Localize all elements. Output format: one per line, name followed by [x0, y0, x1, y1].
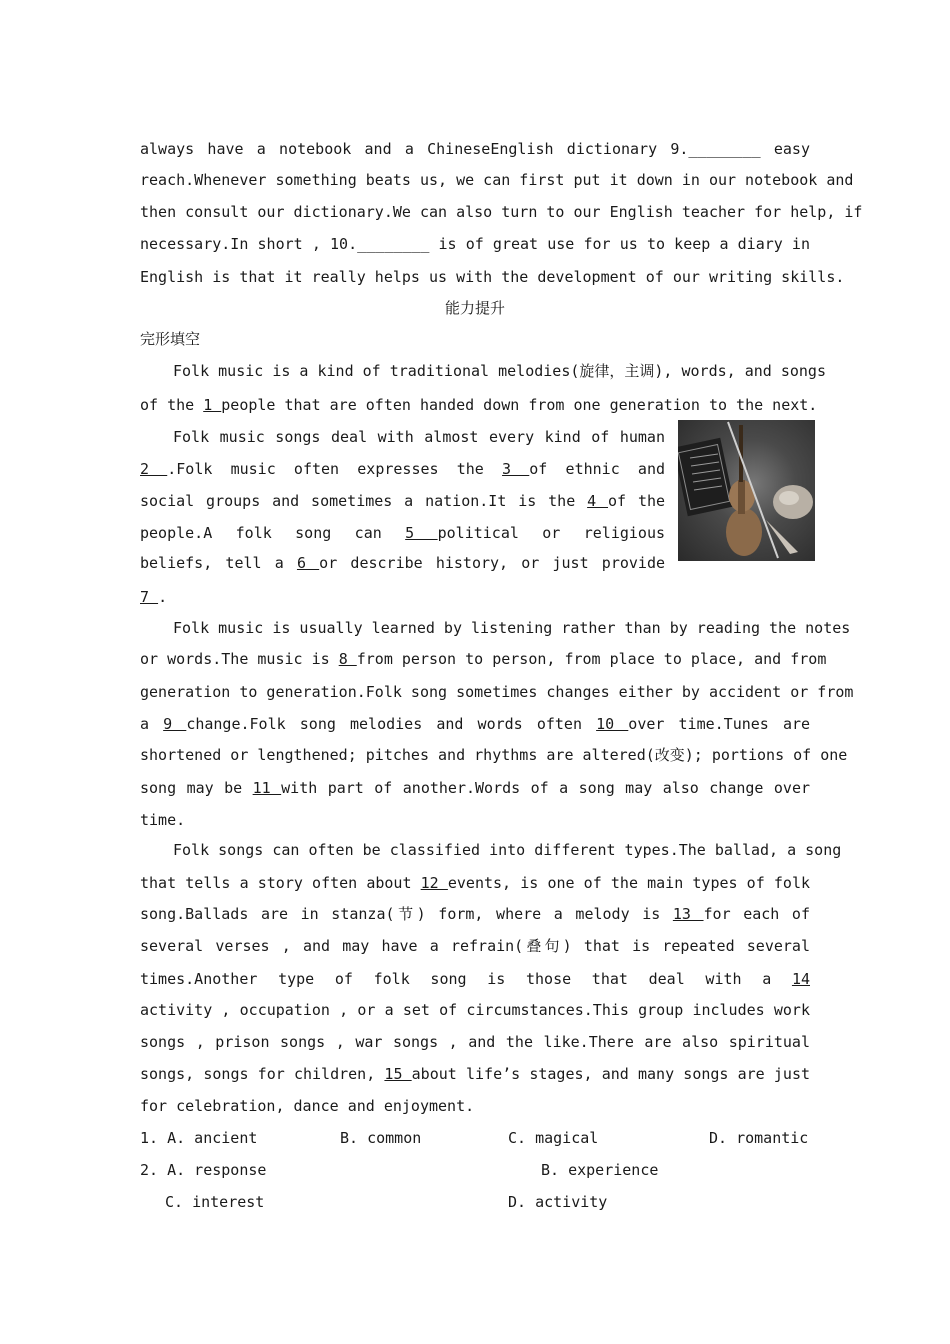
- p3-line-5: shortened or lengthened; pitches and rhythms are altered(改变); portions of one: [140, 746, 848, 764]
- blank-14[interactable]: 14: [791, 970, 810, 988]
- p3-line-4: a 9 change.Folk song melodies and words often 10 over time.Tunes are: [140, 715, 811, 733]
- blank-2[interactable]: 2: [140, 460, 168, 478]
- intro-line-5: English is that it really helps us with the development of our writing skills.: [140, 268, 845, 286]
- blank-12[interactable]: 12: [420, 874, 448, 892]
- p4-line-4: several verses , and may have a refrain(叠句) that is repeated several: [140, 937, 810, 955]
- q1-option-c[interactable]: C. magical: [508, 1129, 599, 1147]
- q1-option-b[interactable]: B. common: [340, 1129, 422, 1147]
- blank-3[interactable]: 3: [502, 460, 530, 478]
- p3-line-1: Folk music is usually learned by listening rather than by reading the notes: [173, 619, 851, 637]
- blank-5[interactable]: 5: [405, 524, 438, 542]
- blank-9[interactable]: 9: [163, 715, 187, 733]
- q2-option-d[interactable]: D. activity: [508, 1193, 608, 1211]
- p4-line-9: for celebration, dance and enjoyment.: [140, 1097, 475, 1115]
- p1-line-1: Folk music is a kind of traditional melodies(旋律，主调), words, and songs: [173, 362, 826, 380]
- blank-1[interactable]: 1: [203, 396, 222, 414]
- q2-option-b[interactable]: B. experience: [541, 1161, 659, 1179]
- section-title: 能力提升: [444, 299, 505, 317]
- p2-line-1: Folk music songs deal with almost every kind of human: [173, 428, 665, 446]
- blank-7[interactable]: 7: [140, 588, 159, 606]
- p2-line-4: people.A folk song can 5 political or religious: [140, 524, 666, 542]
- q1-option-d[interactable]: D. romantic: [709, 1129, 809, 1147]
- p2-line-2: 2 .Folk music often expresses the 3 of ethnic and: [140, 460, 666, 478]
- intro-line-4: necessary.In short , 10.________ is of great use for us to keep a diary in: [140, 235, 810, 253]
- blank-8[interactable]: 8: [338, 650, 357, 668]
- q2-option-c[interactable]: C. interest: [165, 1193, 265, 1211]
- instruments-illustration: [678, 420, 815, 561]
- p4-line-5: times.Another type of folk song is those that deal with a 14: [140, 970, 810, 988]
- p4-line-2: that tells a story often about 12 events, is one of the main types of folk: [140, 874, 811, 892]
- blank-15[interactable]: 15: [384, 1065, 412, 1083]
- violin-accordion-photo: [678, 420, 815, 561]
- subsection-title: 完形填空: [140, 330, 201, 348]
- blank-13[interactable]: 13: [672, 905, 704, 923]
- p3-line-7: time.: [140, 811, 186, 829]
- q2-option-a[interactable]: 2. A. response: [140, 1161, 267, 1179]
- p1-line-2: of the 1 people that are often handed down from one generation to the next.: [140, 396, 818, 414]
- q1-option-a[interactable]: 1. A. ancient: [140, 1129, 258, 1147]
- intro-line-2: reach.Whenever something beats us, we can first put it down in our notebook and: [140, 171, 854, 189]
- blank-4[interactable]: 4: [587, 492, 609, 510]
- p3-line-6: song may be 11 with part of another.Words of a song may also change over: [140, 779, 811, 797]
- blank-6[interactable]: 6: [296, 554, 320, 572]
- p4-line-3: song.Ballads are in stanza(节) form, where a melody is 13 for each of: [140, 905, 810, 923]
- p3-line-3: generation to generation.Folk song sometimes changes either by accident or from: [140, 683, 854, 701]
- p2-line-6: 7 .: [140, 588, 168, 606]
- intro-line-3: then consult our dictionary.We can also turn to our English teacher for help, if: [140, 203, 863, 221]
- p2-line-5: beliefs, tell a 6 or describe history, or just provide: [140, 554, 666, 572]
- blank-10[interactable]: 10: [596, 715, 629, 733]
- p4-line-6: activity , occupation , or a set of circumstances.This group includes work: [140, 1001, 810, 1019]
- p4-line-8: songs, songs for children, 15 about life’s stages, and many songs are just: [140, 1065, 811, 1083]
- intro-line-1: always have a notebook and a ChineseEnglish dictionary 9.________ easy: [140, 140, 810, 158]
- p4-line-7: songs , prison songs , war songs , and the like.There are also spiritual: [140, 1033, 810, 1051]
- p2-line-3: social groups and sometimes a nation.It is the 4 of the: [140, 492, 666, 510]
- blank-11[interactable]: 11: [252, 779, 282, 797]
- p4-line-1: Folk songs can often be classified into different types.The ballad, a song: [173, 841, 842, 859]
- p3-line-2: or words.The music is 8 from person to person, from place to place, and from: [140, 650, 827, 668]
